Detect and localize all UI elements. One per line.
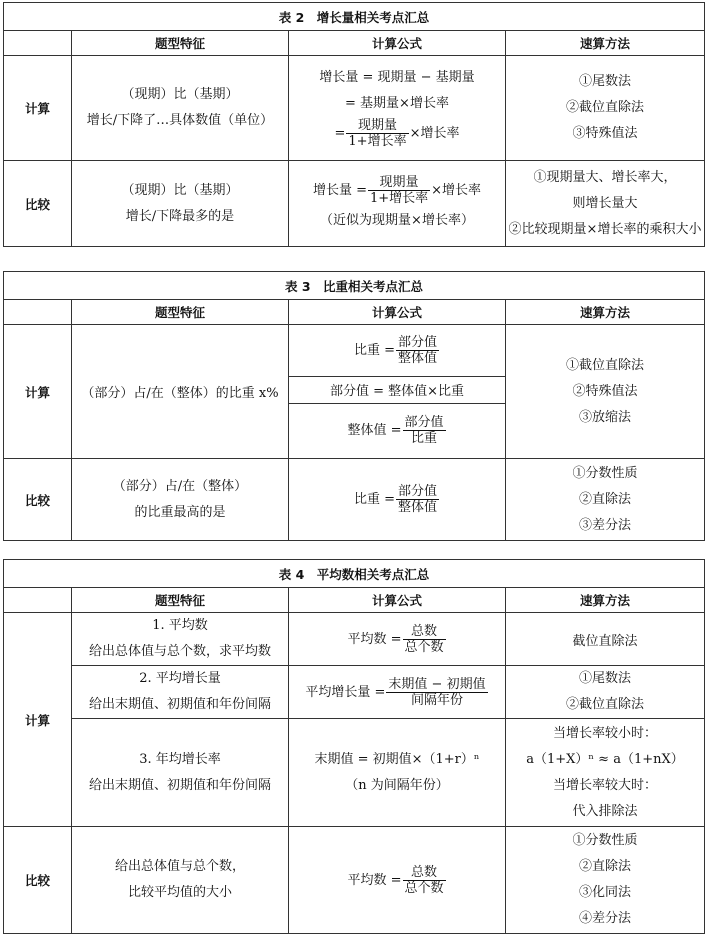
formula-cell	[289, 325, 506, 459]
fraction	[396, 484, 439, 515]
feature-line: 给出总体值与总个数，	[114, 859, 245, 874]
row-label-compare: 比较	[4, 459, 72, 541]
table-caption: 表 2 增长量相关考点汇总	[4, 3, 705, 31]
method-item: ②直除法	[578, 491, 631, 507]
feature-line: 2. 平均增长量	[139, 671, 221, 686]
denominator: 总个数	[404, 880, 444, 896]
feature-cell	[72, 459, 289, 541]
formula-rhs: ×增长率	[431, 182, 482, 198]
feature-line: （现期）比（基期）	[121, 87, 239, 102]
header-method: 速算方法	[506, 300, 705, 325]
row-label-calc: 计算	[4, 56, 72, 161]
method-item: ①分数性质	[572, 465, 638, 481]
feature-cell	[72, 56, 289, 161]
header-method: 速算方法	[506, 588, 705, 613]
formula-fraction	[289, 666, 506, 719]
formula-fraction	[289, 117, 505, 151]
formula-rhs: ×增长率	[409, 126, 460, 141]
feature-line: （现期）比（基期）	[121, 182, 239, 198]
feature-line: 3. 年均增长率	[139, 751, 221, 767]
corner-cell	[4, 300, 72, 325]
feature-line: 增长/下降最多的是	[125, 208, 235, 224]
formula-lhs: 比重 =	[353, 492, 395, 507]
formula-fraction	[289, 459, 506, 541]
table-caption: 表 4 平均数相关考点汇总	[4, 560, 705, 588]
feature-line: 给出总体值与总个数，求平均数	[88, 644, 271, 659]
row-label-calc: 计算	[4, 613, 72, 827]
method-item: 当增长率较小时：	[552, 725, 657, 741]
fraction	[386, 677, 487, 708]
formula-lhs: 平均数 =	[347, 872, 402, 888]
method-item: 代入排除法	[572, 803, 638, 819]
method-cell	[506, 666, 705, 719]
numerator: 末期值 − 初期值	[388, 676, 486, 692]
denominator: 整体值	[398, 500, 438, 515]
feature-line: （部分）占/在（整体）	[112, 478, 248, 494]
feature-cell	[72, 719, 289, 827]
method-item: ②截位直除法	[565, 697, 644, 712]
method-item: ②直除法	[578, 859, 631, 874]
method-cell	[506, 827, 705, 934]
formula-cell	[289, 56, 506, 161]
fraction	[368, 175, 430, 206]
formula-lhs: =	[334, 126, 346, 141]
feature-line: 的比重最高的是	[134, 504, 226, 520]
method-item: 当增长率较大时：	[552, 777, 657, 793]
header-formula: 计算公式	[289, 588, 506, 613]
formula-fraction	[289, 827, 506, 934]
feature-line: 给出末期值、初期值和年份间隔	[88, 697, 271, 712]
header-feature: 题型特征	[72, 31, 289, 56]
fraction	[403, 865, 446, 896]
feature-line: 增长/下降了…具体数值（单位）	[86, 113, 274, 128]
feature-cell	[72, 827, 289, 934]
method-item: ①截位直除法	[565, 357, 644, 373]
fraction	[403, 415, 446, 446]
method-cell	[506, 161, 705, 247]
header-method: 速算方法	[506, 31, 705, 56]
method-item: ②比较现期量×增长率的乘积大小	[508, 221, 702, 237]
formula-line: 增长量 = 现期量 − 基期量	[319, 70, 475, 85]
method-item: ③差分法	[578, 517, 631, 533]
denominator: 整体值	[398, 350, 438, 366]
method-item: 则增长量大	[572, 195, 638, 211]
formula-lhs: 平均数 =	[347, 631, 402, 647]
method-cell	[506, 325, 705, 459]
feature-line: 给出末期值、初期值和年份间隔	[88, 777, 271, 793]
formula-cell	[289, 719, 506, 827]
method-item: ①分数性质	[572, 833, 638, 848]
method-item: ①尾数法	[578, 74, 631, 89]
fraction	[346, 118, 408, 149]
corner-cell	[4, 31, 72, 56]
denominator: 间隔年份	[411, 692, 464, 708]
corner-cell	[4, 588, 72, 613]
header-feature: 题型特征	[72, 588, 289, 613]
fraction	[403, 624, 446, 655]
table-4	[3, 559, 704, 934]
formula-subtable	[289, 325, 505, 458]
formula-line: 末期值 = 初期值×（1+r）ⁿ	[314, 751, 480, 767]
denominator: 1+增长率	[369, 190, 429, 206]
method-item: ①尾数法	[578, 671, 631, 686]
method-item: a（1+X）ⁿ ≈ a（1+nX）	[526, 751, 684, 767]
numerator: 现期量	[346, 118, 408, 134]
numerator: 现期量	[368, 175, 430, 191]
method-cell	[506, 56, 705, 161]
table-3	[3, 271, 704, 541]
method-item: ②特殊值法	[572, 383, 638, 399]
formula-line: = 基期量×增长率	[345, 96, 449, 111]
formula-lhs: 比重 =	[353, 342, 395, 358]
formula-fraction	[289, 403, 505, 458]
table-2	[3, 2, 704, 247]
formula-line: 部分值 = 整体值×比重	[289, 376, 505, 403]
fraction	[396, 335, 439, 366]
row-label-calc: 计算	[4, 325, 72, 459]
method-cell	[506, 459, 705, 541]
method-item: ③特殊值法	[572, 126, 638, 141]
denominator: 总个数	[404, 639, 444, 655]
method-cell	[506, 719, 705, 827]
formula-cell	[289, 161, 506, 247]
method-item: 截位直除法	[506, 613, 705, 666]
numerator: 总数	[403, 865, 446, 881]
formula-lhs: 增长量 =	[312, 182, 367, 198]
method-item: ④差分法	[578, 911, 631, 926]
denominator: 比重	[411, 431, 438, 447]
feature-cell: （部分）占/在（整体）的比重 x%	[72, 325, 289, 459]
numerator: 总数	[403, 624, 446, 640]
feature-line: 比较平均值的大小	[127, 885, 232, 900]
formula-fraction	[289, 174, 505, 208]
numerator: 部分值	[404, 415, 444, 431]
header-formula: 计算公式	[289, 300, 506, 325]
numerator: 部分值	[398, 334, 438, 350]
method-item: ③化同法	[578, 885, 631, 900]
feature-cell	[72, 666, 289, 719]
feature-line: 1. 平均数	[152, 618, 208, 633]
formula-note: （近似为现期量×增长率）	[320, 212, 474, 228]
method-item: ②截位直除法	[565, 100, 644, 115]
formula-note: （n 为间隔年份）	[345, 777, 449, 793]
feature-cell	[72, 613, 289, 666]
method-item: ①现期量大、增长率大，	[533, 169, 677, 185]
header-formula: 计算公式	[289, 31, 506, 56]
formula-lhs: 整体值 =	[347, 423, 402, 439]
row-label-compare: 比较	[4, 827, 72, 934]
numerator: 部分值	[398, 484, 438, 499]
formula-fraction	[289, 613, 506, 666]
row-label-compare: 比较	[4, 161, 72, 247]
table-caption: 表 3 比重相关考点汇总	[4, 272, 705, 300]
formula-fraction	[289, 325, 505, 376]
method-item: ③放缩法	[578, 409, 631, 425]
denominator: 1+增长率	[348, 134, 407, 149]
formula-lhs: 平均增长量 =	[305, 684, 386, 700]
feature-cell	[72, 161, 289, 247]
header-feature: 题型特征	[72, 300, 289, 325]
